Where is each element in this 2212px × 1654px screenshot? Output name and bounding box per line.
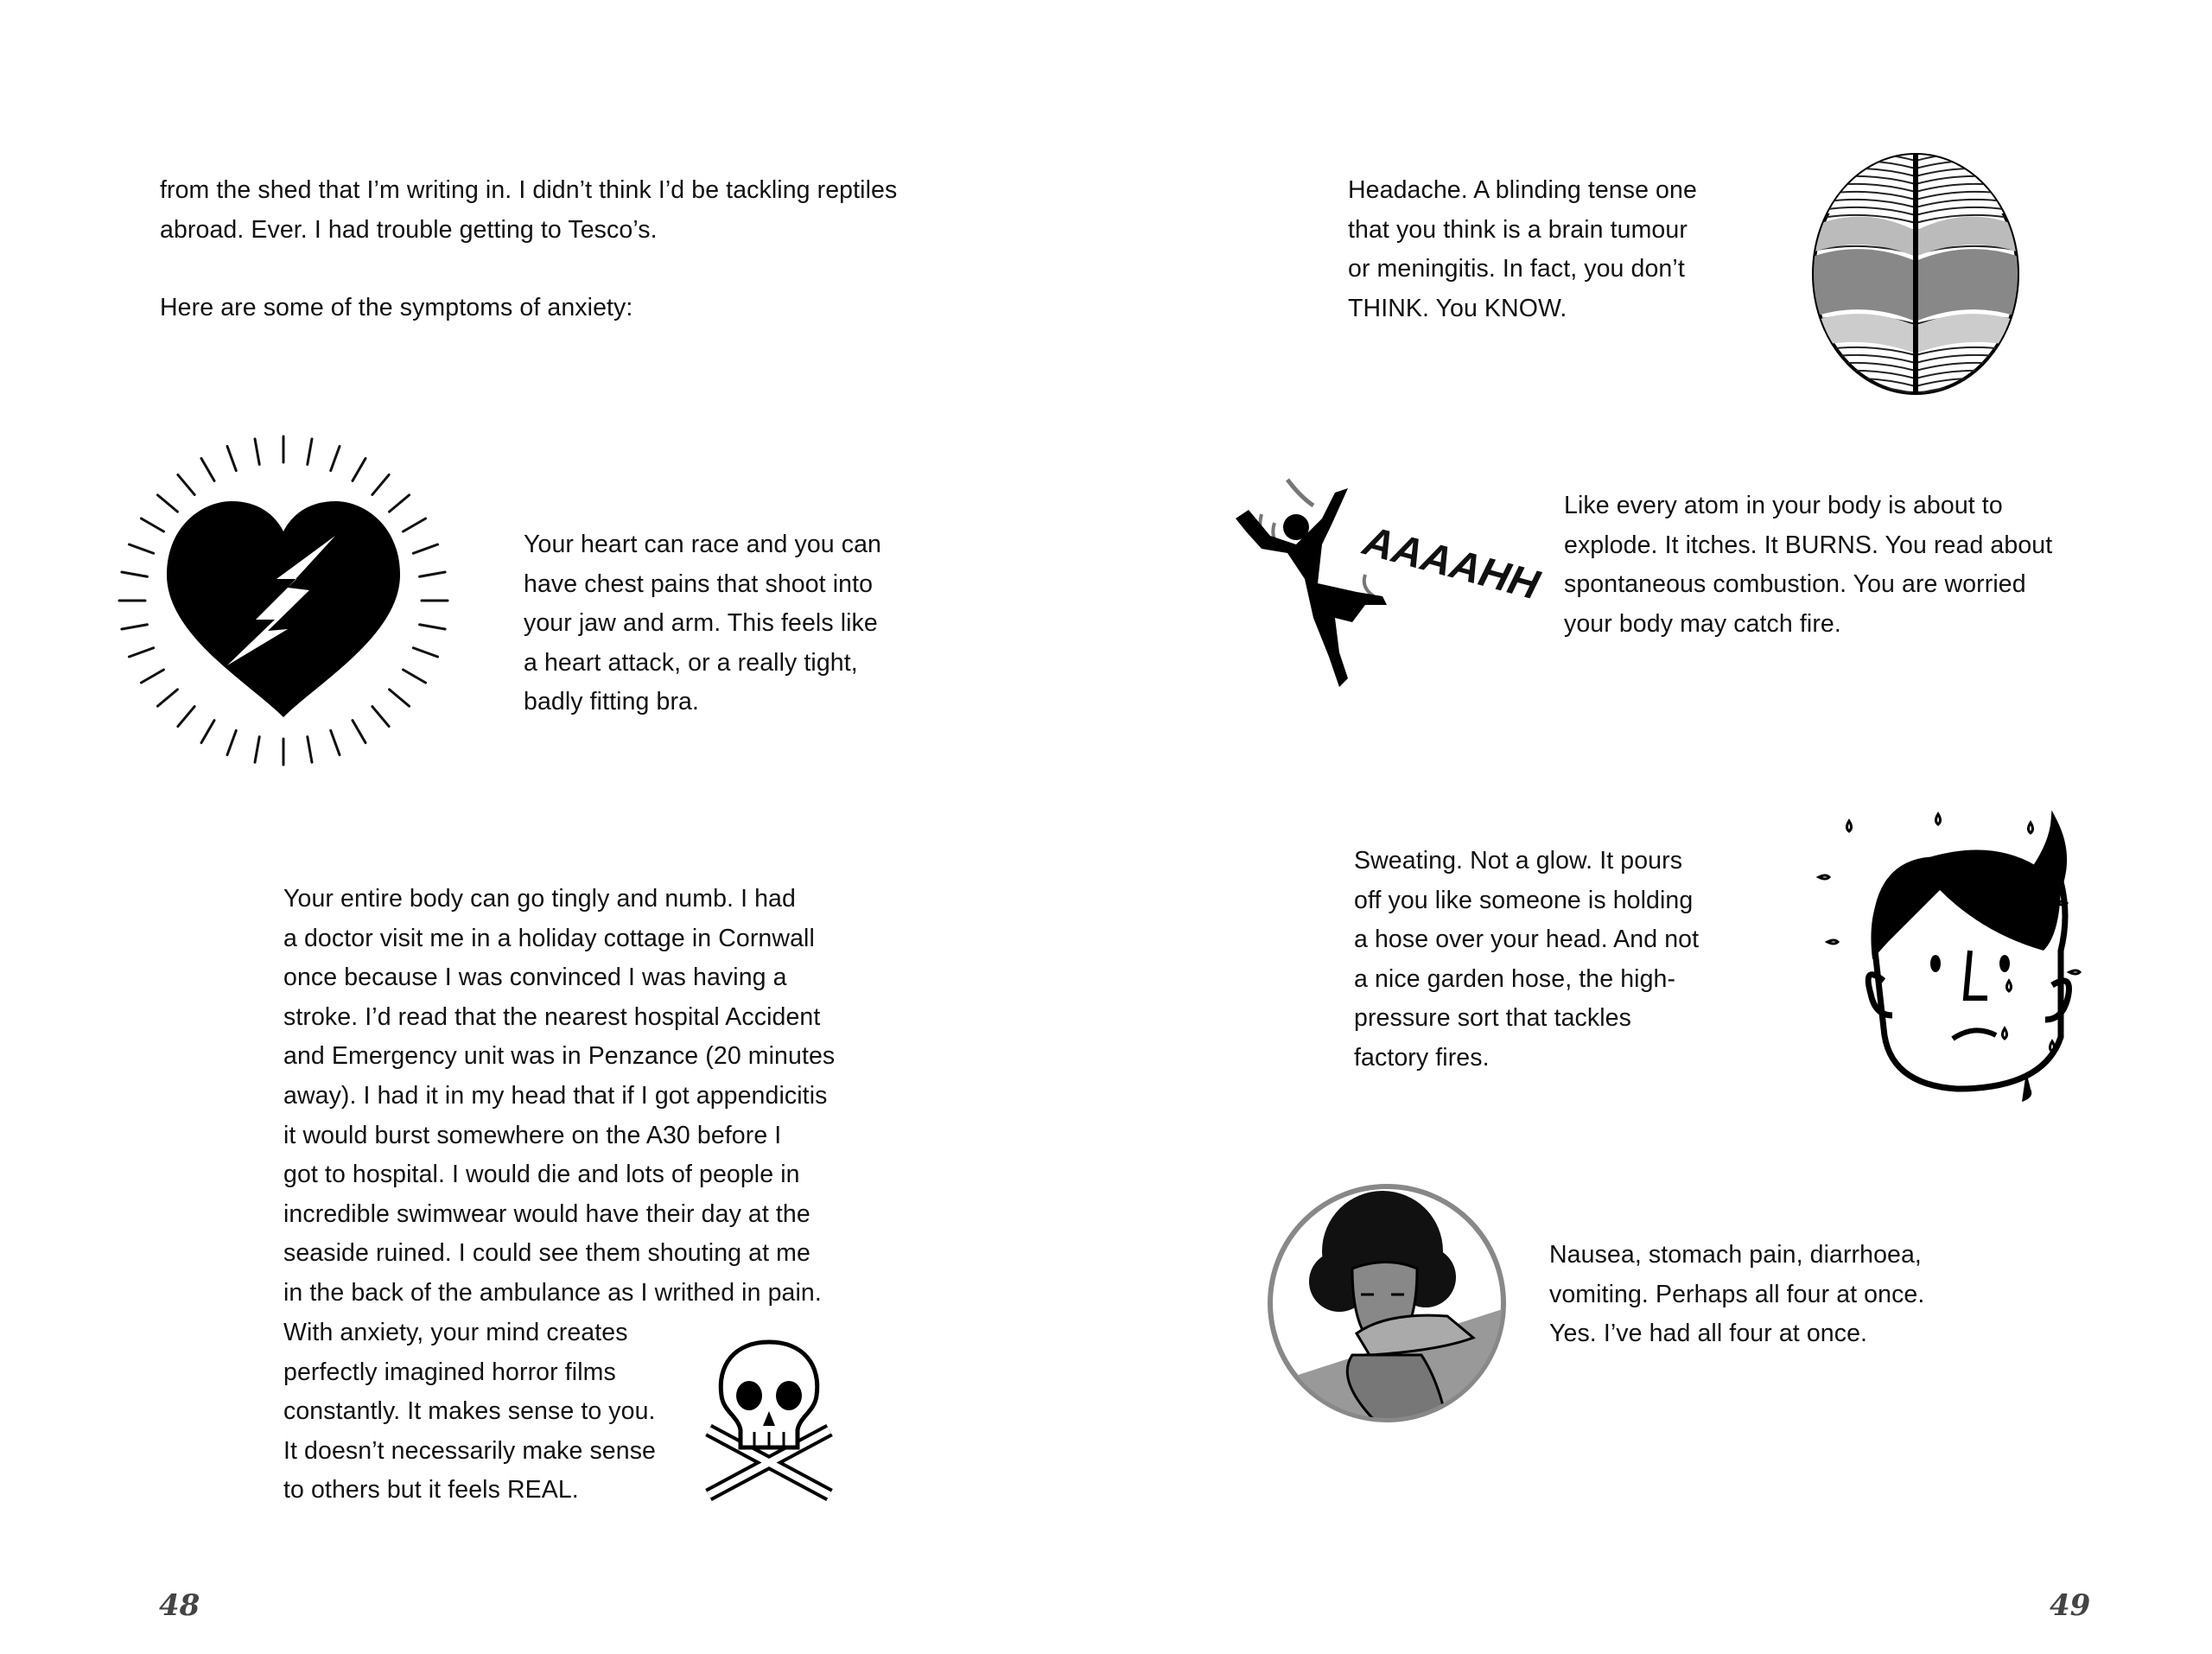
text-line: a heart attack, or a really tight,: [524, 648, 858, 677]
ray-line: [404, 518, 426, 531]
ray-line: [390, 690, 410, 706]
text-line: vomiting. Perhaps all four at once.: [1549, 1280, 1925, 1308]
ray-line: [129, 648, 153, 657]
text-line: Your entire body can go tingly and numb. I had: [283, 885, 796, 913]
text-line: With anxiety, your mind creates: [283, 1319, 628, 1346]
ray-line: [201, 458, 214, 480]
text-line: abroad. Ever. I had trouble getting to Tesco’s.: [160, 215, 658, 244]
ray-line: [255, 439, 259, 465]
nausea-paragraph: [1549, 1236, 1924, 1354]
ray-line: [331, 730, 340, 754]
text-line: THINK. You KNOW.: [1348, 294, 1567, 322]
atom-paragraph: [1564, 487, 2052, 644]
page-number-right: 49: [2050, 1588, 2091, 1623]
horror-paragraph: [283, 1314, 656, 1511]
ray-line: [201, 721, 214, 743]
text-line: got to hospital. I would die and lots of people in: [283, 1161, 800, 1189]
screaming-person-illustration: [1236, 471, 1544, 691]
nauseous-person-illustration: [1263, 1180, 1510, 1427]
text-line: and Emergency unit was in Penzance (20 minutes: [283, 1042, 836, 1071]
text-line: a hose over your head. And not: [1354, 926, 1700, 954]
text-line: a nice garden hose, the high-: [1354, 964, 1676, 993]
ray-line: [141, 518, 163, 531]
ray-line: [178, 707, 194, 727]
headache-paragraph: [1348, 171, 1697, 328]
brain-illustration: [1810, 151, 2022, 398]
ray-line: [227, 446, 236, 470]
numbness-paragraph: [283, 880, 835, 1314]
ray-line: [390, 495, 410, 512]
ray-line: [129, 544, 153, 553]
text-line: Sweating. Not a glow. It pours: [1354, 847, 1683, 875]
text-line: once because I was convinced I was having a: [283, 964, 787, 992]
ray-line: [227, 730, 236, 754]
text-line: explode. It itches. It BURNS. You read about: [1564, 531, 2053, 559]
page-number-left: 48: [159, 1588, 200, 1623]
ray-line: [353, 458, 365, 480]
text-line: away). I had it in my head that if I got appendicitis: [283, 1081, 828, 1110]
ray-line: [122, 625, 148, 629]
text-line: factory fires.: [1354, 1043, 1490, 1072]
heart-paragraph: [524, 525, 881, 722]
ray-line: [372, 474, 389, 494]
text-line: badly fitting bra.: [524, 688, 699, 716]
ray-line: [178, 474, 194, 494]
ray-line: [157, 690, 177, 706]
text-line: it would burst somewhere on the A30 before I: [283, 1121, 782, 1149]
ray-line: [122, 572, 148, 576]
text-line: that you think is a brain tumour: [1348, 215, 1688, 244]
intro-paragraph: [160, 171, 897, 250]
ray-line: [141, 670, 163, 683]
ray-line: [308, 439, 312, 465]
text-line: Nausea, stomach pain, diarrhoea,: [1549, 1241, 1922, 1269]
ray-line: [413, 544, 437, 553]
broken-heart-illustration: [111, 428, 456, 773]
ray-line: [331, 446, 340, 470]
text-line: to others but it feels REAL.: [283, 1476, 579, 1505]
text-line: It doesn’t necessarily make sense: [283, 1436, 657, 1465]
text-line: perfectly imagined horror films: [283, 1358, 616, 1386]
symptoms-heading: [160, 289, 632, 328]
text-line: your jaw and arm. This feels like: [524, 609, 878, 638]
text-line: Your heart can race and you can: [524, 531, 881, 558]
sweat-paragraph: [1354, 842, 1699, 1078]
text-line: off you like someone is holding: [1354, 886, 1694, 914]
ray-line: [353, 721, 365, 743]
text-line: Headache. A blinding tense one: [1348, 176, 1697, 204]
text-line: Yes. I’ve had all four at once.: [1549, 1320, 1868, 1348]
text-line: in the back of the ambulance as I writhed in pain.: [283, 1278, 822, 1307]
text-line: stroke. I’d read that the nearest hospital Accident: [283, 1002, 821, 1031]
ray-line: [157, 495, 177, 512]
ray-line: [420, 625, 446, 629]
ray-line: [404, 670, 426, 683]
text-line: constantly. It makes sense to you.: [283, 1397, 656, 1426]
text-line: pressure sort that tackles: [1354, 1004, 1631, 1033]
ray-line: [413, 648, 437, 657]
skull-crossbones-illustration: [696, 1335, 842, 1508]
ray-line: [255, 737, 259, 763]
text-line: incredible swimwear would have their day at the: [283, 1199, 810, 1228]
text-line: Here are some of the symptoms of anxiety:: [160, 294, 633, 321]
text-line: from the shed that I’m writing in. I didn’t think I’d be tackling reptiles: [160, 176, 898, 204]
ray-line: [420, 572, 446, 576]
text-line: have chest pains that shoot into: [524, 569, 874, 598]
text-line: seaside ruined. I could see them shouting at me: [283, 1239, 810, 1268]
ray-line: [308, 737, 312, 763]
text-line: spontaneous combustion. You are worried: [1564, 570, 2026, 599]
text-line: Like every atom in your body is about to: [1564, 492, 2003, 519]
sweating-face-illustration: [1810, 812, 2082, 1106]
text-line: or meningitis. In fact, you don’t: [1348, 255, 1685, 283]
text-line: a doctor visit me in a holiday cottage in Cornwall: [283, 924, 815, 952]
text-line: your body may catch fire.: [1564, 609, 1841, 638]
ray-line: [372, 707, 389, 727]
scream-lettering: AAAAHH: [1358, 518, 1544, 609]
